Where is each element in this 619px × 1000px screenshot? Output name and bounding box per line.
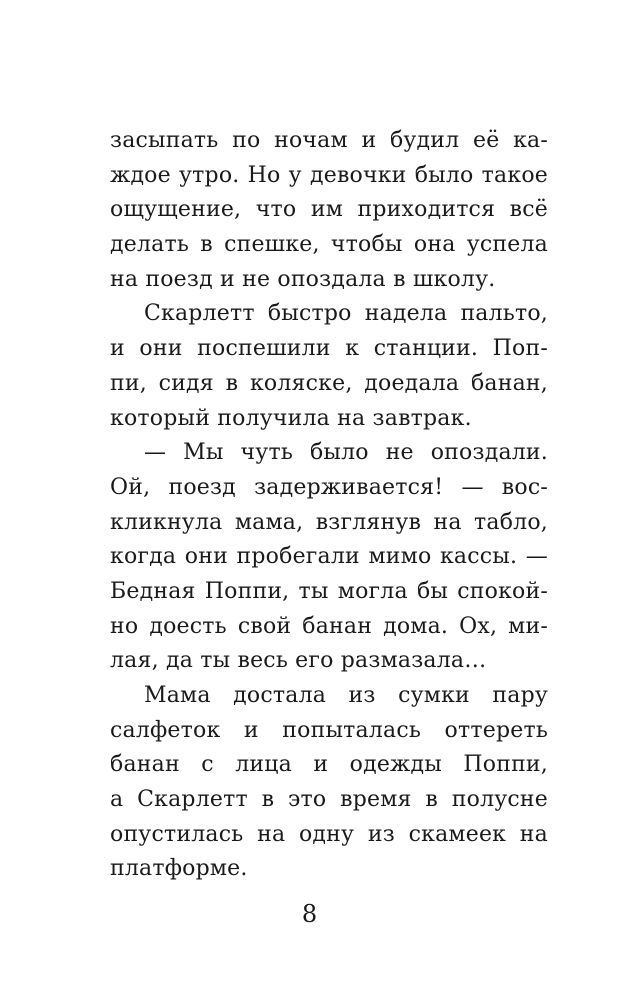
text-line: а Скарлетт в это время в полусне — [110, 787, 548, 813]
text-line: когда они пробегали мимо кассы. — — [110, 544, 548, 570]
text-line: но доесть свой банан дома. Ох, ми- — [110, 613, 548, 639]
text-line: ощущение, что им приходится всё — [110, 197, 548, 223]
text-line: засыпать по ночам и будил её ка- — [110, 128, 548, 153]
text-line: пи, сидя в коляске, доедала банан, — [110, 370, 548, 396]
page-text — [110, 124, 548, 887]
text-line: Скарлетт быстро надела пальто, — [144, 301, 548, 327]
text-line: салфеток и попыталась оттереть — [110, 717, 548, 743]
text-line: ждое утро. Но у девочки было такое — [110, 162, 548, 188]
text-line: Мама достала из сумки пару — [144, 683, 548, 708]
text-line: который получила на завтрак. — [110, 405, 472, 431]
text-line: — Мы чуть было не опоздали. — [144, 440, 548, 466]
text-line: делать в спешке, чтобы она успела — [110, 232, 548, 258]
text-line: лая, да ты весь его размазала… — [110, 648, 487, 674]
text-line: на поезд и не опоздала в школу. — [110, 266, 496, 292]
text-line: опустилась на одну из скамеек на — [110, 821, 548, 847]
text-line: Бедная Поппи, ты могла бы спокой- — [110, 578, 548, 604]
page-number: 8 — [301, 900, 318, 928]
text-line: и они поспешили к станции. Поп- — [110, 336, 548, 362]
text-line: банан с лица и одежды Поппи, — [110, 752, 548, 778]
text-line: Ой, поезд задерживается! — вос- — [110, 474, 548, 500]
text-line: платформе. — [110, 856, 248, 882]
text-line: кликнула мама, взглянув на табло, — [110, 509, 548, 535]
